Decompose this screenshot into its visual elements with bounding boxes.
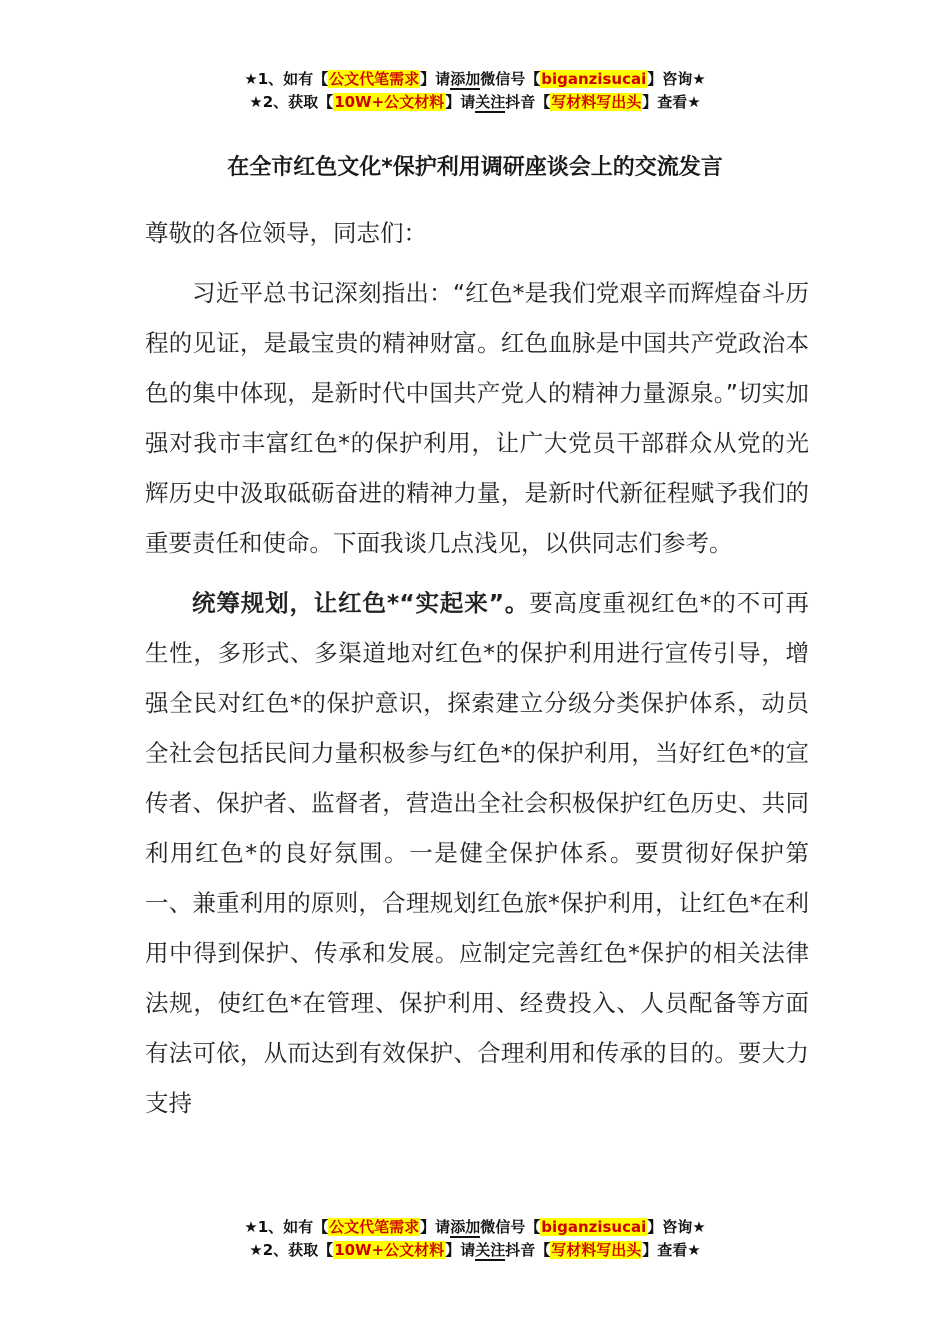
promo-banner-bottom bbox=[0, 1216, 950, 1262]
highlight-ghostwriting-bottom: 公文代笔需求 bbox=[329, 1218, 420, 1236]
highlight-wechat-id: biganzisucai bbox=[541, 70, 647, 88]
document-title: 在全市红色文化*保护利用调研座谈会上的交流发言 bbox=[227, 155, 723, 180]
paragraph-2-body: 要高度重视红色*的不可再生性，多形式、多渠道地对红色*的保护利用进行宣传引导，增强全民对红色*的保护意识，探索建立分级分类保护体系，动员全社会包括民间力量积极参与红色*的保护利用，当好红色*的宣传者、保护者、监督者，营造出全社会积极保护红色历史、共同利用红色*的良好氛围。一是健全保护体系。要贯彻好保护第一、兼重利用的原则，合理规划红色旅*保护利用，让红色*在利用中得到保护、传承和发展。应制定完善红色*保护的相关法律法规，使红色*在管理、保护利用、经费投入、人员配备等方面有法可依，从而达到有效保护、合理利用和传承的目的。要大力支持 bbox=[145, 589, 810, 1117]
highlight-douyin: 写材料写出头 bbox=[551, 93, 642, 111]
highlight-materials-bottom: 10W+公文材料 bbox=[334, 1241, 445, 1259]
salutation: 尊敬的各位领导，同志们： bbox=[145, 219, 427, 247]
promo-line-2-bottom: ★2、获取【10W+公文材料】请关注抖音【写材料写出头】查看★ bbox=[249, 1241, 701, 1259]
promo-line-1-bottom: ★1、如有【公文代笔需求】请添加微信号【biganzisucai】咨询★ bbox=[244, 1218, 706, 1236]
underline-add-bottom: 添加 bbox=[450, 1218, 481, 1236]
promo-line-1: ★1、如有【公文代笔需求】请添加微信号【biganzisucai】咨询★ bbox=[244, 70, 706, 88]
highlight-wechat-id-bottom: biganzisucai bbox=[541, 1218, 647, 1236]
underline-add: 添加 bbox=[450, 70, 481, 88]
underline-follow-bottom: 关注 bbox=[475, 1241, 506, 1259]
paragraph-1: 习近平总书记深刻指出：“红色*是我们党艰辛而辉煌奋斗历程的见证，是最宝贵的精神财富。红色血脉是中国共产党政治本色的集中体现，是新时代中国共产党人的精神力量源泉。”切实加强对我市丰富红色*的保护利用，让广大党员干部群众从党的光辉历史中汲取砥砺奋进的精神力量，是新时代新征程赋予我们的重要责任和使命。下面我谈几点浅见，以供同志们参考。 bbox=[145, 279, 809, 557]
promo-banner-top bbox=[0, 68, 950, 114]
document-body bbox=[145, 208, 809, 1128]
highlight-ghostwriting: 公文代笔需求 bbox=[329, 70, 420, 88]
highlight-douyin-bottom: 写材料写出头 bbox=[551, 1241, 642, 1259]
promo-line-2: ★2、获取【10W+公文材料】请关注抖音【写材料写出头】查看★ bbox=[249, 93, 701, 111]
underline-follow: 关注 bbox=[475, 93, 506, 111]
paragraph-2-heading: 统筹规划，让红色*“实起来”。 bbox=[192, 589, 530, 617]
highlight-materials: 10W+公文材料 bbox=[334, 93, 445, 111]
paragraph-2 bbox=[145, 578, 809, 1128]
